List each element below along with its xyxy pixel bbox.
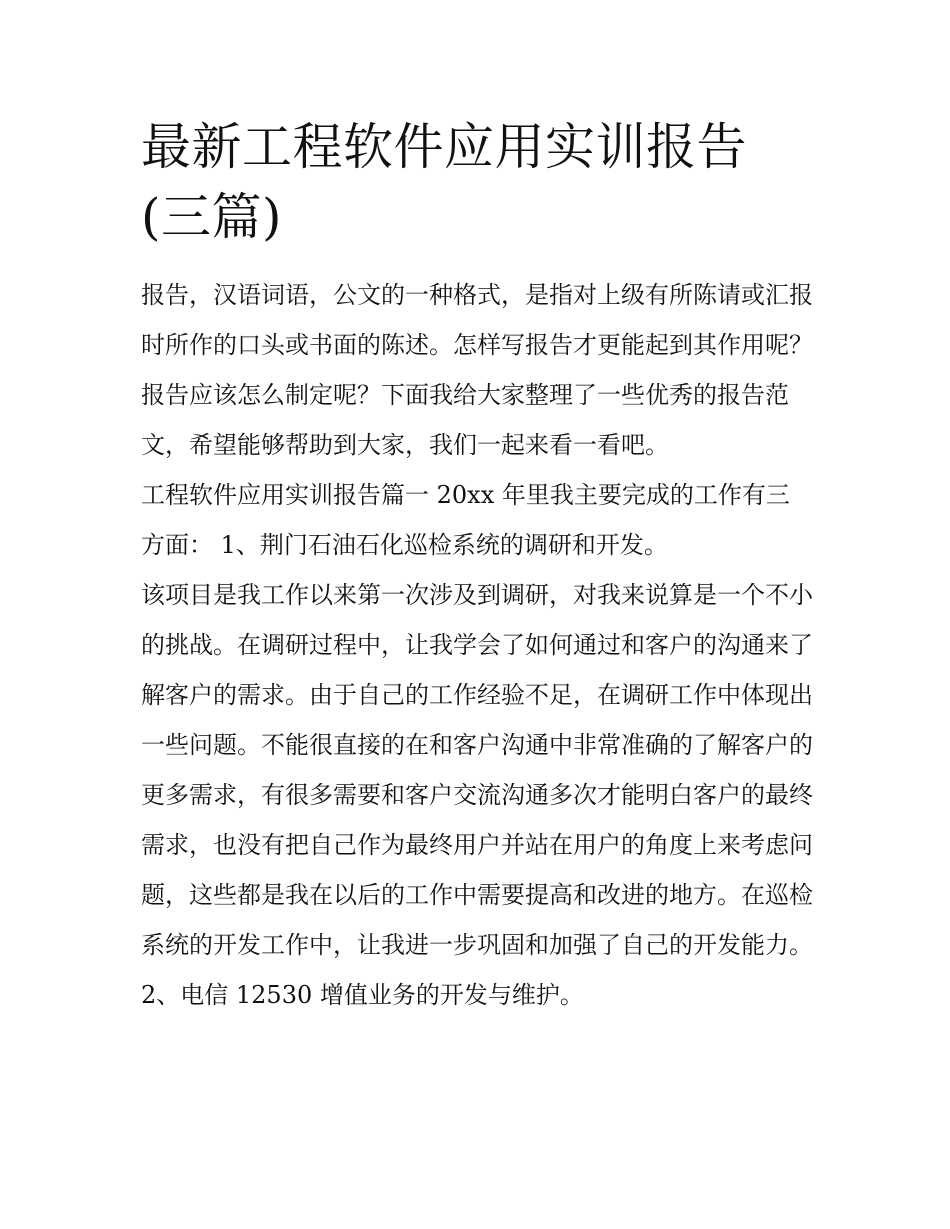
section-one-paragraph: 工程软件应用实训报告篇一 20xx 年里我主要完成的工作有三方面： 1、荆门石油石化巡检系统的调研和开发。 <box>141 481 790 559</box>
research-paragraph: 该项目是我工作以来第一次涉及到调研，对我来说算是一个不小的挑战。在调研过程中，让我学会了如何通过和客户的沟通来了解客户的需求。由于自己的工作经验不足，在调研工作中体现出一些问题。不能很直接的在和客户沟通中非常准确的了解客户的更多需求，有很多需要和客户交流沟通多次才能明白客户的最终需求，也没有把自己作为最终用户并站在用户的角度上来考虑问题，这些都是我在以后的工作中需要提高和改进的地方。在巡检系统的开发工作中，让我进一步巩固和加强了自己的开发能力。 <box>141 581 813 959</box>
document-title: 最新工程软件应用实训报告(三篇) <box>141 118 747 246</box>
telecom-paragraph: 2、电信 12530 增值业务的开发与维护。 <box>141 981 584 1009</box>
document-page <box>141 112 813 1020</box>
intro-paragraph: 报告，汉语词语，公文的一种格式，是指对上级有所陈请或汇报时所作的口头或书面的陈述。怎样写报告才更能起到其作用呢？报告应该怎么制定呢？下面我给大家整理了一些优秀的报告范文，希望能够帮助到大家，我们一起来看一看吧。 <box>141 281 813 459</box>
